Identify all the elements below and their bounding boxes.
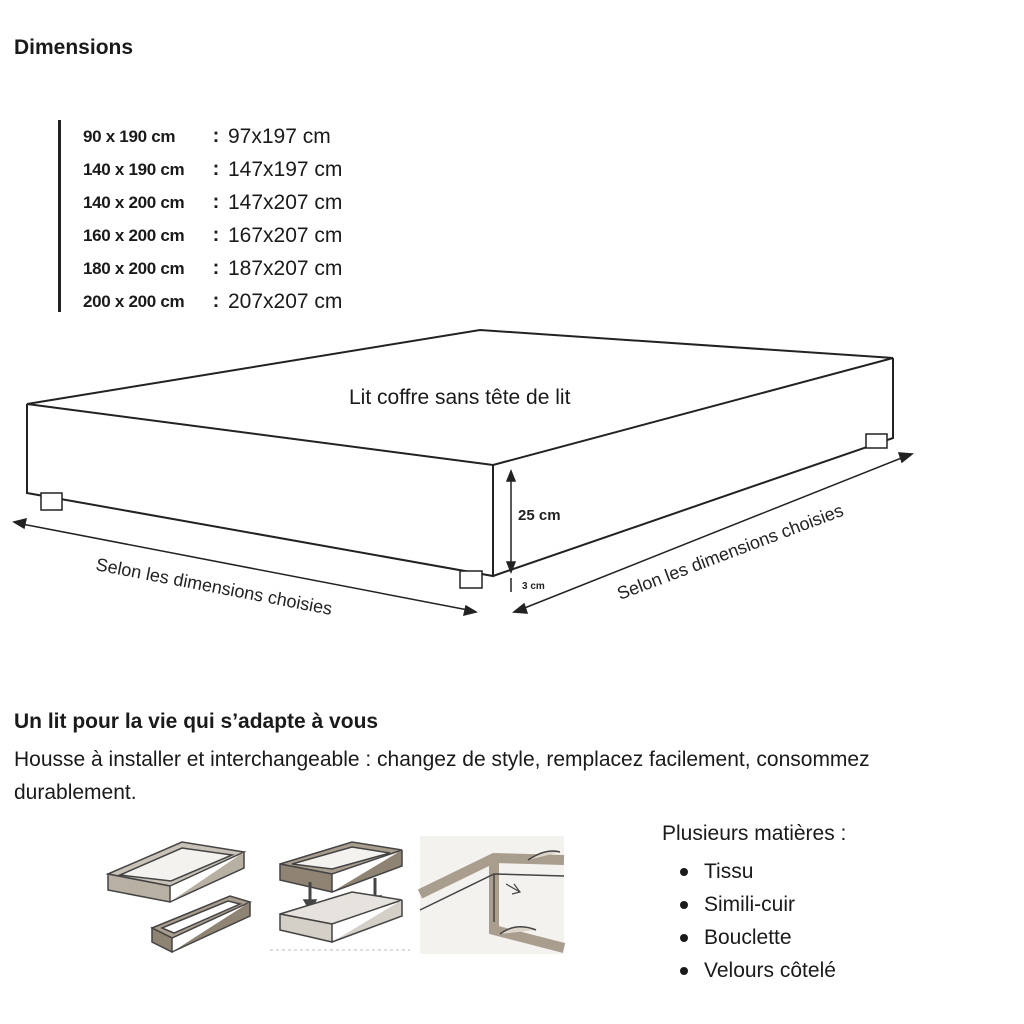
material-label: Tissu (704, 859, 754, 883)
size-value: 97x197 cm (228, 124, 331, 148)
material-label: Bouclette (704, 925, 792, 949)
size-value: 147x207 cm (228, 190, 343, 214)
adapt-text: Housse à installer et interchangeable : changez de style, remplacez facilement, consommez durablement. (14, 748, 870, 804)
bullet-icon (680, 967, 688, 975)
material-item (678, 855, 836, 888)
width-arrow (522, 457, 904, 609)
leg-label: 3 cm (522, 581, 545, 592)
size-separator: : (212, 257, 220, 279)
size-separator: : (212, 125, 220, 147)
bullet-icon (680, 868, 688, 876)
materials-title: Plusieurs matières : (662, 822, 847, 845)
size-separator: : (212, 224, 220, 246)
size-value: 187x207 cm (228, 256, 343, 280)
material-label: Simili-cuir (704, 892, 795, 916)
size-value: 147x197 cm (228, 157, 343, 181)
size-label: 140 x 190 cm (83, 159, 185, 179)
adapt-title: Un lit pour la vie qui s’adapte à vous (14, 710, 379, 733)
size-row (83, 219, 342, 252)
step-two-icon (270, 842, 410, 950)
arrow-head (464, 606, 476, 615)
size-value: 207x207 cm (228, 289, 343, 313)
bed-leg (41, 493, 62, 510)
material-label: Velours côtelé (704, 958, 836, 982)
size-separator: : (212, 191, 220, 213)
bullet-icon (680, 901, 688, 909)
size-row (83, 153, 342, 186)
size-row (83, 186, 342, 219)
materials-list (678, 855, 836, 987)
dimensions-title: Dimensions (14, 36, 134, 59)
bed-leg (460, 571, 482, 588)
size-label: 160 x 200 cm (83, 225, 185, 245)
size-label: 180 x 200 cm (83, 258, 185, 278)
material-item (678, 954, 836, 987)
size-label: 140 x 200 cm (83, 192, 185, 212)
size-separator: : (212, 290, 220, 312)
size-separator: : (212, 158, 220, 180)
arrow-head (14, 519, 26, 528)
step-three-icon (420, 836, 564, 954)
size-label: 200 x 200 cm (83, 291, 185, 311)
material-item (678, 921, 836, 954)
arrow-head (899, 453, 912, 462)
arrow-head (507, 471, 515, 481)
bed-diagram (0, 318, 1024, 638)
bed-title: Lit coffre sans tête de lit (349, 386, 571, 409)
width-label: Selon les dimensions choisies (614, 500, 847, 604)
height-label: 25 cm (518, 507, 561, 524)
step-one-icon (108, 842, 250, 952)
bullet-icon (680, 934, 688, 942)
size-list (58, 120, 342, 312)
size-row (83, 285, 342, 318)
bed-leg (866, 434, 887, 448)
size-row (83, 120, 342, 153)
cover-steps-illustration (100, 830, 570, 960)
size-value: 167x207 cm (228, 223, 343, 247)
material-item (678, 888, 836, 921)
arrow-head (514, 604, 527, 613)
size-label: 90 x 190 cm (83, 126, 176, 146)
length-label: Selon les dimensions choisies (94, 554, 334, 619)
size-row (83, 252, 342, 285)
